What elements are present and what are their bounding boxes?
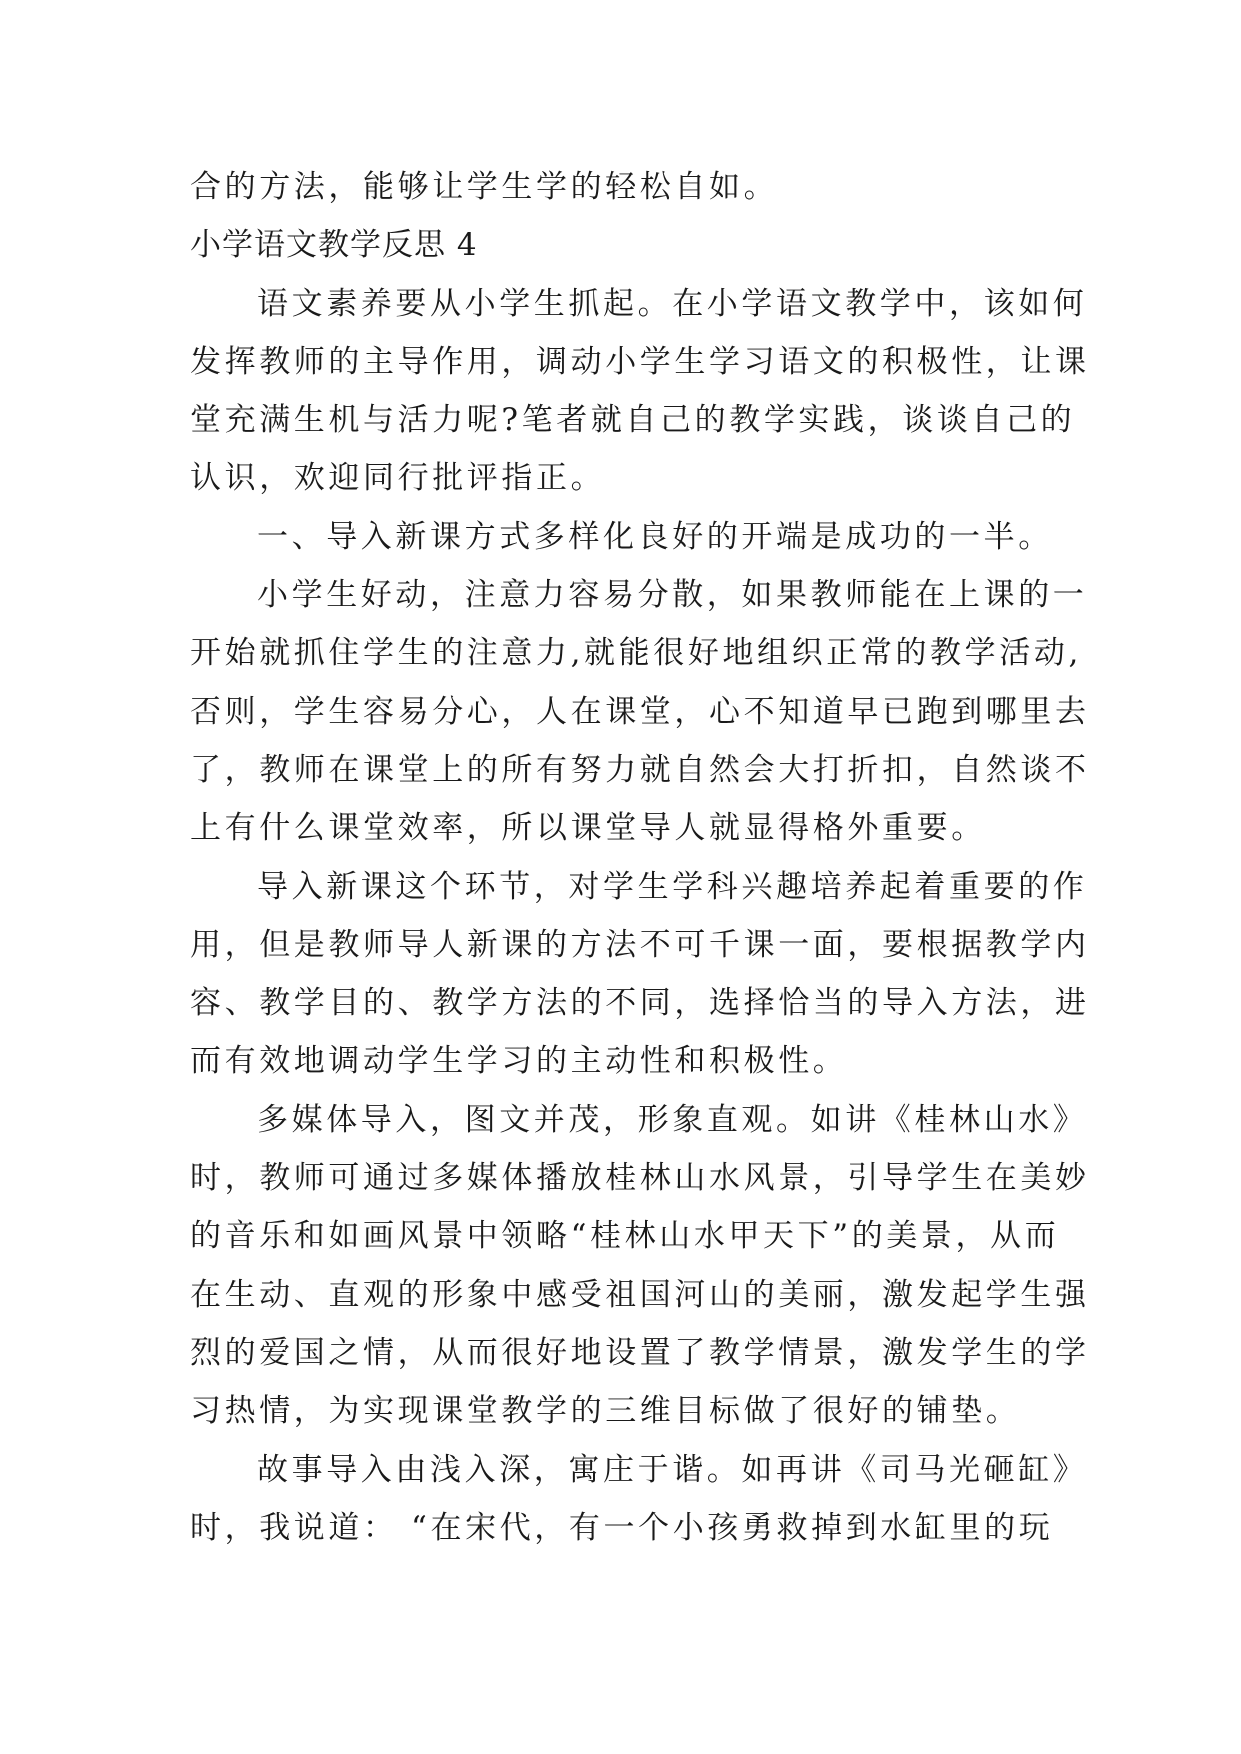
- text-line: 小学生好动，注意力容易分散，如果教师能在上课的一: [257, 577, 1088, 614]
- text-line: 而有效地调动学生学习的主动性和积极性。: [190, 1043, 848, 1080]
- text-line: 一、导入新课方式多样化良好的开端是成功的一半。: [257, 518, 1053, 555]
- text-line: 时，教师可通过多媒体播放桂林山水风景，引导学生在美妙: [190, 1160, 1090, 1197]
- text-line: 导入新课这个环节，对学生学科兴趣培养起着重要的作: [257, 868, 1088, 905]
- text-line: 故事导入由浅入深，寓庄于谐。如再讲《司马光砸缸》: [257, 1451, 1088, 1488]
- text-line: 发挥教师的主导作用，调动小学生学习语文的积极性，让课: [190, 343, 1090, 380]
- text-line: 了，教师在课堂上的所有努力就自然会大打折扣，自然谈不: [190, 751, 1090, 788]
- text-line: 认识，欢迎同行批评指正。: [190, 460, 606, 497]
- text-line: 语文素养要从小学生抓起。在小学语文教学中，该如何: [257, 285, 1088, 322]
- text-line: 烈的爱国之情，从而很好地设置了教学情景，激发学生的学: [190, 1334, 1090, 1371]
- text-line: 容、教学目的、教学方法的不同，选择恰当的导入方法，进: [190, 985, 1090, 1022]
- text-line: 时，我说道： “在宋代，有一个小孩勇救掉到水缸里的玩: [190, 1509, 1054, 1546]
- text-line: 的音乐和如画风景中领略“桂林山水甲天下”的美景，从而: [190, 1218, 1060, 1255]
- text-line: 否则，学生容易分心，人在课堂，心不知道早已跑到哪里去: [190, 693, 1090, 730]
- section-title: 小学语文教学反思 4: [190, 227, 478, 264]
- text-line: 上有什么课堂效率，所以课堂导人就显得格外重要。: [190, 810, 986, 847]
- text-line: 多媒体导入，图文并茂，形象直观。如讲《桂林山水》: [257, 1101, 1088, 1138]
- document-body: [190, 158, 1090, 1557]
- text-line: 习热情，为实现课堂教学的三维目标做了很好的铺垫。: [190, 1393, 1021, 1430]
- text-line: 开始就抓住学生的注意力,就能很好地组织正常的教学活动,: [190, 635, 1082, 672]
- text-line: 合的方法，能够让学生学的轻松自如。: [190, 169, 779, 205]
- text-line: 用，但是教师导人新课的方法不可千课一面，要根据教学内: [190, 926, 1090, 963]
- text-line: 在生动、直观的形象中感受祖国河山的美丽，激发起学生强: [190, 1276, 1090, 1313]
- text-line: 堂充满生机与活力呢?笔者就自己的教学实践，谈谈自己的: [190, 402, 1076, 439]
